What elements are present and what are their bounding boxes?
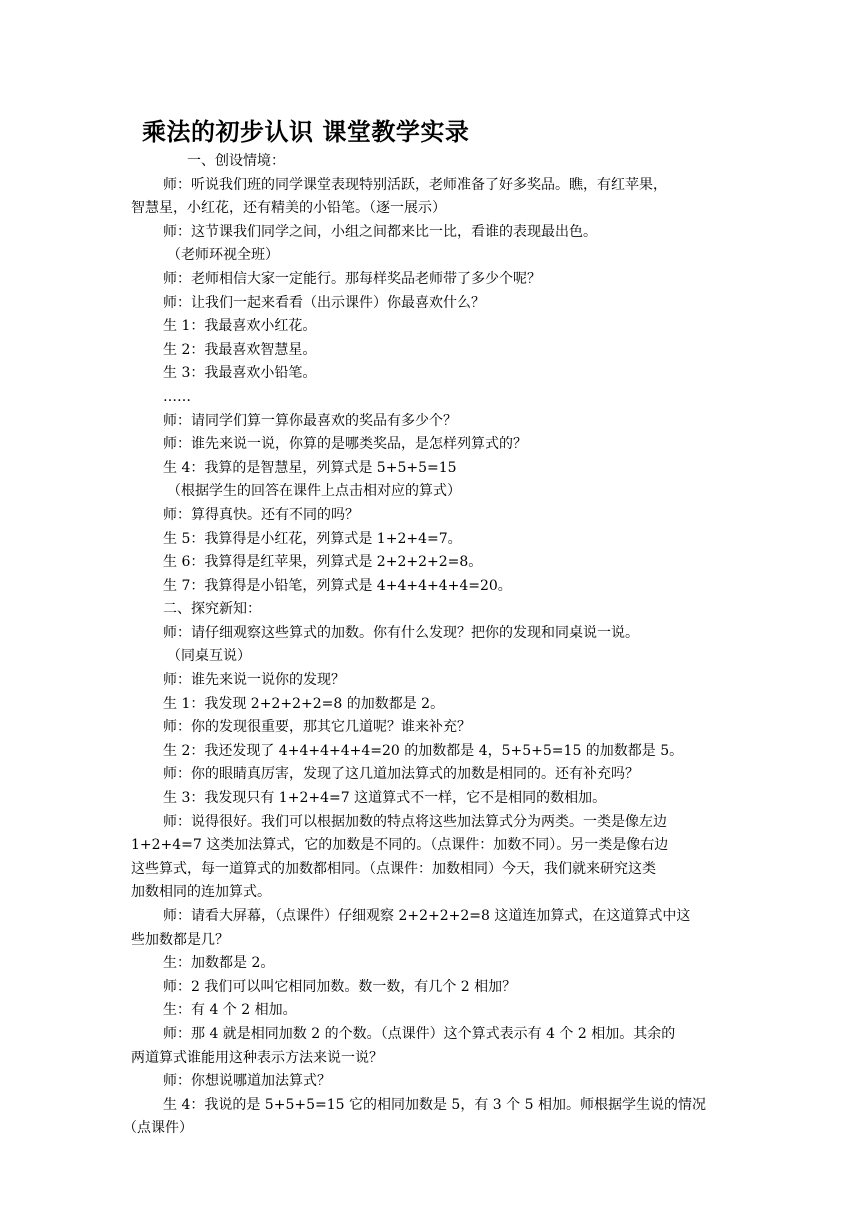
paragraph-line: 加数相同的连加算式。 <box>131 884 271 901</box>
paragraph-line: （点课件） <box>123 1120 193 1137</box>
paragraph-line: 师：让我们一起来看看（出示课件）你最喜欢什么？ <box>163 294 485 311</box>
paragraph-line: 生 4：我算的是智慧星，列算式是 5+5+5=15 <box>163 459 457 476</box>
paragraph-line: 师：老师相信大家一定能行。那每样奖品老师带了多少个呢？ <box>163 270 541 287</box>
paragraph-line: 师：那 4 就是相同加数 2 的个数。（点课件）这个算式表示有 4 个 2 相加。其余的 <box>163 1025 676 1042</box>
paragraph-line: 生 4：我说的是 5+5+5=15 它的相同加数是 5，有 3 个 5 相加。师根据学生说的情况 <box>163 1096 706 1113</box>
paragraph-line: 生 2：我还发现了 4+4+4+4+4=20 的加数都是 4，5+5+5=15 的加数都是 5。 <box>163 742 684 759</box>
paragraph-line: 师：你的眼睛真厉害，发现了这几道加法算式的加数是相同的。还有补充吗？ <box>163 766 639 783</box>
paragraph-line: 师：听说我们班的同学课堂表现特别活跃，老师准备了好多奖品。瞧，有红苹果， <box>163 176 667 193</box>
paragraph-line: 师：谁先来说一说，你算的是哪类奖品，是怎样列算式的？ <box>163 436 527 453</box>
paragraph-line: 师：说得很好。我们可以根据加数的特点将这些加法算式分为两类。一类是像左边 <box>163 813 667 830</box>
paragraph-line: 师：你的发现很重要，那其它几道呢？谁来补充？ <box>163 719 471 736</box>
paragraph-line: 生 7：我算得是小铅笔，列算式是 4+4+4+4+4=20。 <box>163 577 512 594</box>
paragraph-line: （同桌互说） <box>167 648 251 665</box>
paragraph-line: 生 3：我最喜欢小铅笔。 <box>163 365 317 382</box>
paragraph-line: 师：这节课我们同学之间，小组之间都来比一比，看谁的表现最出色。 <box>163 223 597 240</box>
paragraph-line: 1+2+4=7 这类加法算式，它的加数是不同的。（点课件：加数不同）。另一类是像右边 <box>131 837 669 854</box>
paragraph-line: 些加数都是几？ <box>131 931 229 948</box>
paragraph-line: （根据学生的回答在课件上点击相对应的算式） <box>167 483 461 500</box>
paragraph-line: 生 1：我最喜欢小红花。 <box>163 318 317 335</box>
paragraph-line: 师：2 我们可以叫它相同加数。数一数，有几个 2 相加？ <box>163 978 517 995</box>
paragraph-line: 生：加数都是 2。 <box>163 955 275 972</box>
paragraph-line: 智慧星，小红花，还有精美的小铅笔。（逐一展示） <box>131 200 446 217</box>
paragraph-line: 生 6：我算得是红苹果，列算式是 2+2+2+2=8。 <box>163 554 483 571</box>
document-title: 乘法的初步认识 课堂教学实录 <box>142 117 470 146</box>
paragraph-line: 师：你想说哪道加法算式？ <box>163 1073 331 1090</box>
paragraph-line: 生 1：我发现 2+2+2+2=8 的加数都是 2。 <box>163 695 445 712</box>
paragraph-line: 生 3：我发现只有 1+2+4=7 这道算式不一样，它不是相同的数相加。 <box>163 790 607 807</box>
paragraph-line: 师：请仔细观察这些算式的加数。你有什么发现？把你的发现和同桌说一说。 <box>163 624 639 641</box>
document-body <box>123 150 734 1141</box>
paragraph-line: 生 5：我算得是小红花，列算式是 1+2+4=7。 <box>163 530 462 547</box>
paragraph-line: 生：有 4 个 2 相加。 <box>163 1002 297 1019</box>
paragraph-line: …… <box>163 388 191 405</box>
paragraph-line: 师：请同学们算一算你最喜欢的奖品有多少个？ <box>163 412 457 429</box>
paragraph-line: 师：请看大屏幕，（点课件）仔细观察 2+2+2+2=8 这道连加算式，在这道算式中这 <box>163 908 691 924</box>
paragraph-line: 两道算式谁能用这种表示方法来说一说？ <box>131 1049 383 1066</box>
paragraph-line: 这些算式，每一道算式的加数都相同。（点课件：加数相同）今天，我们就来研究这类 <box>131 860 656 877</box>
paragraph-line: 生 2：我最喜欢智慧星。 <box>163 341 317 358</box>
paragraph-line: （老师环视全班） <box>167 247 279 264</box>
paragraph-line: 师：算得真快。还有不同的吗？ <box>163 506 359 523</box>
section-heading-2: 二、探究新知： <box>163 601 261 618</box>
paragraph-line: 师：谁先来说一说你的发现？ <box>163 672 345 689</box>
section-heading-1: 一、创设情境： <box>187 153 285 169</box>
